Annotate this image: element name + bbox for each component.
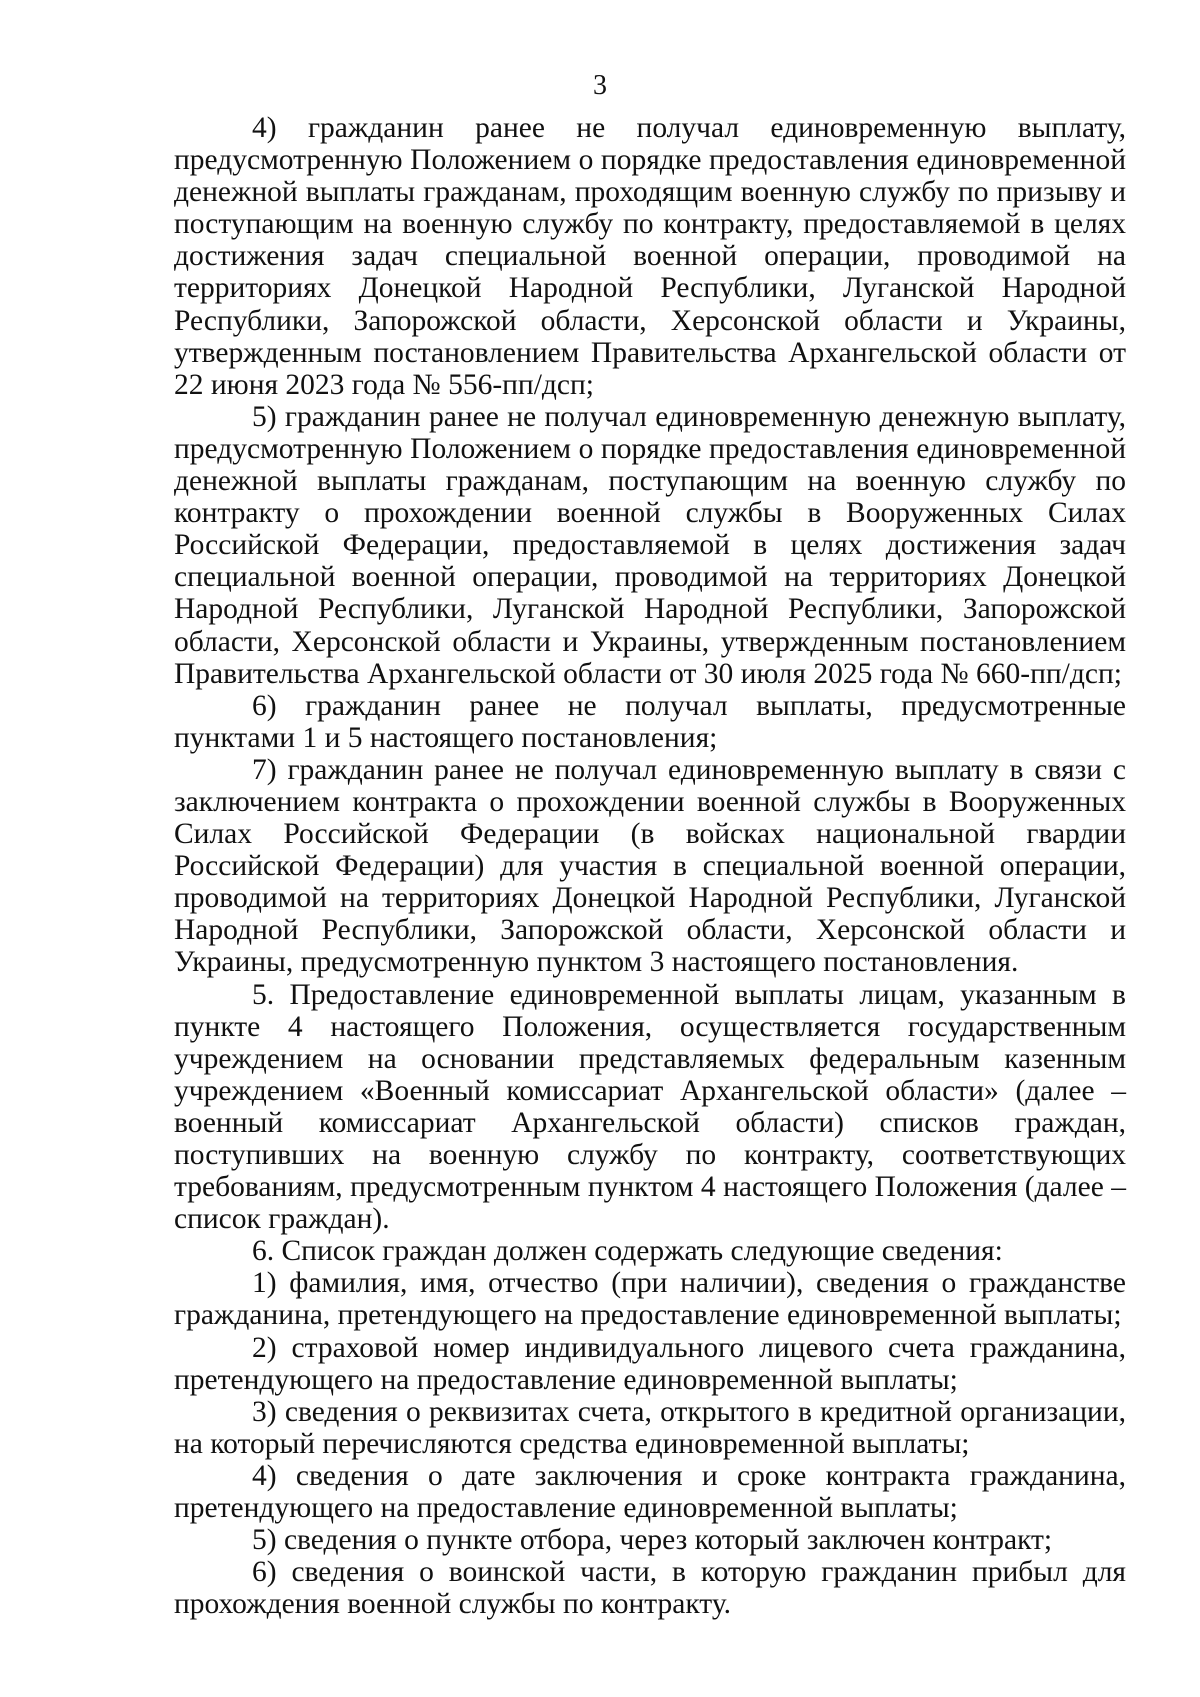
- list-item-1: 1) фамилия, имя, отчество (при наличии), сведения о гражданстве гражданина, претендующего на предоставление единовременной выплаты;: [174, 1267, 1126, 1332]
- document-body: [174, 112, 1126, 1620]
- paragraph-item-5: 5. Предоставление единовременной выплаты лицам, указанным в пункте 4 настоящего Положения, осуществляется государственным учреждением на основании представляемых федеральным казенным учреждением «Военный комиссариат Архангельской области» (далее – военный комиссариат Архангельской области) списков граждан, поступивших на военную службу по контракту, соответствующих требованиям, предусмотренным пунктом 4 настоящего Положения (далее – список граждан).: [174, 978, 1126, 1236]
- paragraph-subitem-5: 5) гражданин ранее не получал единовременную денежную выплату, предусмотренную Положением о порядке предоставления единовременной денежной выплаты гражданам, поступающим на военную службу по контракту о прохождении военной службы в Вооруженных Силах Российской Федерации, предоставляемой в целях достижения задач специальной военной операции, проводимой на территориях Донецкой Народной Республики, Луганской Народной Республики, Запорожской области, Херсонской области и Украины, утвержденным постановлением Правительства Архангельской области от 30 июля 2025 года № 660-пп/дсп;: [174, 400, 1126, 690]
- page-number: 3: [593, 70, 607, 101]
- list-item-5: 5) сведения о пункте отбора, через который заключен контракт;: [252, 1524, 1053, 1557]
- paragraph-item-6: 6. Список граждан должен содержать следующие сведения:: [252, 1235, 1003, 1268]
- paragraph-subitem-7: 7) гражданин ранее не получал единовременную выплату в связи с заключением контракта о прохождении военной службы в Вооруженных Силах Российской Федерации (в войсках национальной гвардии Российской Федерации) для участия в специальной военной операции, проводимой на территориях Донецкой Народной Республики, Луганской Народной Республики, Запорожской области, Херсонской области и Украины, предусмотренную пунктом 3 настоящего постановления.: [174, 753, 1126, 979]
- list-item-4: 4) сведения о дате заключения и сроке контракта гражданина, претендующего на предоставление единовременной выплаты;: [174, 1459, 1126, 1525]
- list-item-6: 6) сведения о воинской части, в которую гражданин прибыл для прохождения военной службы по контракту.: [174, 1556, 1126, 1621]
- list-item-2: 2) страховой номер индивидуального лицевого счета гражданина, претендующего на предоставление единовременной выплаты;: [174, 1331, 1126, 1396]
- paragraph-subitem-6: 6) гражданин ранее не получал выплаты, предусмотренные пунктами 1 и 5 настоящего постановления;: [174, 689, 1126, 754]
- paragraph-subitem-4: 4) гражданин ранее не получал единовременную выплату, предусмотренную Положением о порядке предоставления единовременной денежной выплаты гражданам, проходящим военную службу по призыву и поступающим на военную службу по контракту, предоставляемой в целях достижения задач специальной военной операции, проводимой на территориях Донецкой Народной Республики, Луганской Народной Республики, Запорожской области, Херсонской области и Украины, утвержденным постановлением Правительства Архангельской области от 22 июня 2023 года № 556-пп/дсп;: [174, 112, 1126, 401]
- list-item-3: 3) сведения о реквизитах счета, открытого в кредитной организации, на который перечисляются средства единовременной выплаты;: [174, 1395, 1126, 1460]
